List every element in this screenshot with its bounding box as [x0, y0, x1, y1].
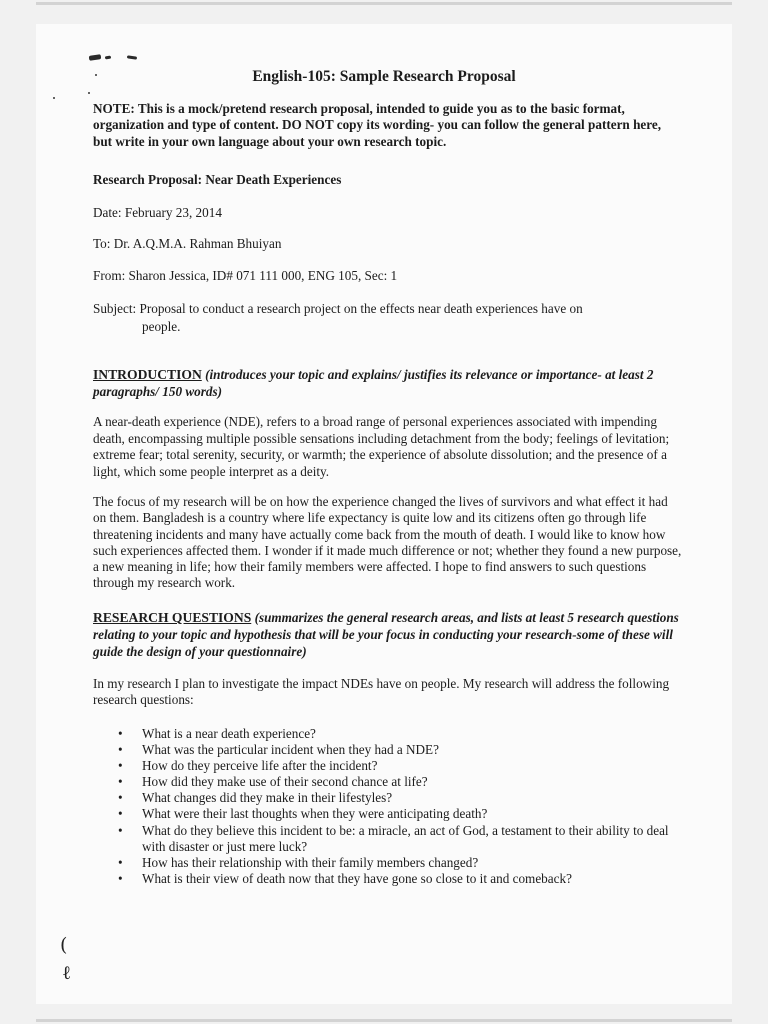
subject-continuation: people. [142, 319, 181, 334]
handwritten-mark: ℓ [62, 962, 72, 984]
research-questions-intro: In my research I plan to investigate the impact NDEs have on people. My research will address the following research questions: [93, 676, 670, 708]
introduction-paragraph-2: The focus of my research will be on how the experience changed the lives of survivors and what effect it had on them. Bangladesh is a country where life expectancy is quite low and its citizens often go through life threatening incidents and many have actually come back from the mouth of death. I would like to know how such experiences affected them. I wonder if it made much difference or not; whether they found a new purpose, a new meaning in life; how their family members were affected. I hope to find answers to such questions through my research work. [93, 494, 682, 591]
list-item: • How has their relationship with their family members changed? [118, 855, 678, 871]
sender-line: From: Sharon Jessica, ID# 071 111 000, ENG 105, Sec: 1 [93, 268, 398, 283]
list-item: • How do they perceive life after the incident? [118, 758, 678, 774]
handwritten-mark: ( [60, 934, 68, 956]
introduction-hint: (introduces your topic and explains/ justifies its relevance or importance- at least 2 paragraphs/ 150 words) [93, 367, 654, 399]
introduction-paragraph-1: A near-death experience (NDE), refers to a broad range of personal experiences associated with impending death, encompassing multiple possible sensations including detachment from the body; feelings of levitation; extreme fear; total serenity, security, or warmth; the experience of absolute dissolution; and the presence of a light, which some people interpret as a deity. [93, 414, 670, 479]
introduction-heading: INTRODUCTION [93, 367, 202, 382]
bottom-divider [36, 1019, 732, 1022]
list-item: • What was the particular incident when they had a NDE? [118, 742, 678, 758]
research-questions-hint: (summarizes the general research areas, and lists at least 5 research questions relating to your topic and hypothesis that will be your focus in conducting your research-some of these will guide the design of your questionnaire) [93, 610, 679, 659]
note-paragraph: NOTE: This is a mock/pretend research proposal, intended to guide you as to the basic format, organization and type of content. DO NOT copy its wording- you can follow the general pattern here, but write in your own language about your own research topic. [93, 101, 662, 149]
research-question-list [118, 726, 678, 887]
document-title: English-105: Sample Research Proposal [252, 68, 516, 85]
subject-text: Subject: Proposal to conduct a research project on the effects near death experiences have on [93, 301, 583, 316]
recipient-line: To: Dr. A.Q.M.A. Rahman Bhuiyan [93, 236, 282, 251]
date-line: Date: February 23, 2014 [93, 205, 222, 220]
introduction-heading-block [93, 366, 683, 400]
list-item: • What were their last thoughts when they were anticipating death? [118, 806, 678, 822]
list-item: • What do they believe this incident to be: a miracle, an act of God, a testament to their ability to deal with disaster or just mere luck? [118, 823, 678, 855]
list-item: • How did they make use of their second chance at life? [118, 774, 678, 790]
list-item: • What is a near death experience? [118, 726, 678, 742]
list-item: • What changes did they make in their lifestyles? [118, 790, 678, 806]
research-questions-heading: RESEARCH QUESTIONS [93, 610, 252, 625]
research-questions-heading-block [93, 609, 683, 660]
proposal-title: Research Proposal: Near Death Experiences [93, 172, 342, 187]
list-item: • What is their view of death now that they have gone so close to it and comeback? [118, 871, 678, 887]
subject-line [93, 300, 683, 336]
